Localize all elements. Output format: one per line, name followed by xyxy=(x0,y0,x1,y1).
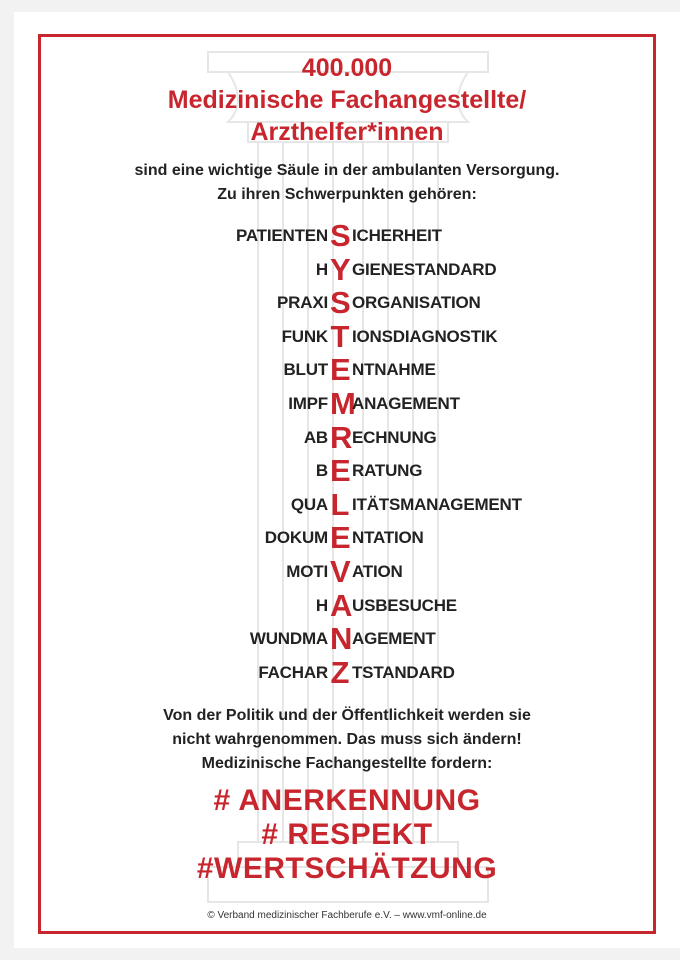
intro-line-1: sind eine wichtige Säule in der ambulanten Versorgung. xyxy=(134,162,560,179)
statement-line-3: Medizinische Fachangestellte fordern: xyxy=(201,755,493,772)
hashtag-wertschaetzung: #WERTSCHÄTZUNG xyxy=(196,852,498,885)
acrostic-right-text: RATUNG xyxy=(352,461,423,481)
acrostic-right-text: USBESUCHE xyxy=(352,595,457,615)
acrostic-left-text: QUA xyxy=(290,494,328,514)
acrostic-row xyxy=(0,486,680,523)
acrostic-letter: E xyxy=(330,520,351,556)
acrostic-right-text: IONSDIAGNOSTIK xyxy=(352,326,498,346)
acrostic-right-text: GIENESTANDARD xyxy=(352,259,497,279)
acrostic-left-text: H xyxy=(315,595,328,615)
acrostic-row xyxy=(0,220,680,254)
acrostic-letter: S xyxy=(330,218,351,253)
acrostic-row xyxy=(0,623,680,657)
hashtag-respekt: # RESPEKT xyxy=(261,818,433,851)
acrostic-letter: S xyxy=(330,285,351,321)
acrostic-left-text: BLUT xyxy=(283,360,328,380)
acrostic-right-text: AGEMENT xyxy=(352,629,436,649)
acrostic-right-text: TSTANDARD xyxy=(352,662,455,682)
acrostic-row xyxy=(0,287,680,321)
acrostic-letter: T xyxy=(330,318,350,354)
acrostic-letter: Z xyxy=(330,654,350,690)
acrostic-letter: V xyxy=(330,554,351,589)
acrostic-row xyxy=(0,587,680,624)
acrostic-right-text: ATION xyxy=(352,562,403,581)
headline-title-1: Medizinische Fachangestellte/ xyxy=(167,86,527,114)
intro-line-2: Zu ihren Schwerpunkten gehören: xyxy=(217,186,477,203)
acrostic-left-text: AB xyxy=(303,427,328,447)
acrostic-right-text: ANAGEMENT xyxy=(352,394,460,413)
statement-line-1: Von der Politik und der Öffentlichkeit werden sie xyxy=(163,707,531,724)
acrostic-letter: N xyxy=(330,621,353,657)
acrostic-letter: R xyxy=(330,419,353,455)
acrostic-row xyxy=(0,318,680,355)
acrostic-left-text: FACHAR xyxy=(258,662,328,682)
acrostic-left-text: B xyxy=(315,461,328,481)
acrostic-left-text: FUNK xyxy=(281,326,328,346)
headline-title-2: Arzthelfer*innen xyxy=(250,118,444,146)
acrostic-row xyxy=(0,419,680,456)
acrostic-row xyxy=(0,354,680,388)
acrostic-row xyxy=(0,455,680,489)
acrostic-left-text: PRAXI xyxy=(277,293,328,313)
acrostic-right-text: ITÄTSMANAGEMENT xyxy=(352,494,522,514)
acrostic-left-text: H xyxy=(315,259,328,279)
acrostic-left-text: IMPF xyxy=(288,394,328,413)
headline-number: 400.000 xyxy=(301,54,393,82)
acrostic-letter: E xyxy=(330,453,351,489)
footer-copyright: © Verband medizinischer Fachberufe e.V. – www.vmf-online.de xyxy=(207,910,487,921)
acrostic-row xyxy=(0,654,680,691)
acrostic-letter: E xyxy=(330,352,351,388)
acrostic-left-text: PATIENTEN xyxy=(235,226,328,245)
statement-line-2: nicht wahrgenommen. Das muss sich ändern! xyxy=(172,731,522,748)
acrostic-row xyxy=(0,388,680,422)
acrostic-left-text: WUNDMA xyxy=(249,629,328,649)
acrostic-row xyxy=(0,522,680,556)
acrostic-right-text: NTNAHME xyxy=(352,360,436,380)
acrostic-row xyxy=(0,251,680,288)
hashtag-anerkennung: # ANERKENNUNG xyxy=(213,784,481,817)
acrostic-letter: Y xyxy=(330,251,351,287)
acrostic-right-text: ECHNUNG xyxy=(352,427,437,447)
acrostic-right-text: ICHERHEIT xyxy=(352,226,442,245)
acrostic-left-text: DOKUM xyxy=(264,528,328,548)
acrostic-row xyxy=(0,556,680,590)
acrostic-letter: A xyxy=(330,587,353,623)
acrostic-letter: L xyxy=(330,486,350,522)
acrostic-right-text: ORGANISATION xyxy=(352,293,481,313)
acrostic-left-text: MOTI xyxy=(286,562,328,581)
acrostic-letter: M xyxy=(330,386,356,421)
acrostic-right-text: NTATION xyxy=(352,528,424,548)
